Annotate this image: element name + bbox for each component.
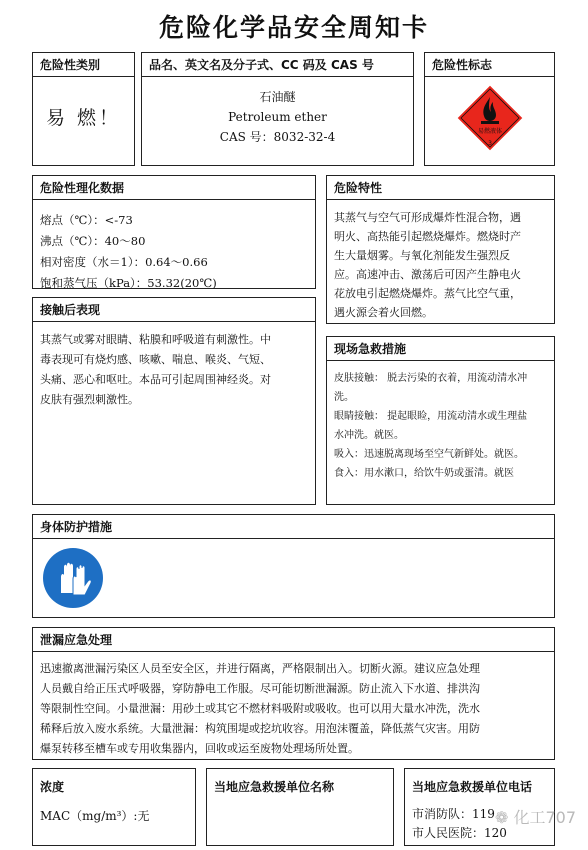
exposure-lines	[40, 330, 309, 410]
text-line: 市消防队：119	[412, 807, 495, 821]
leak-box	[32, 627, 555, 760]
text-line: 沸点（℃）：40～80	[40, 234, 146, 248]
first-aid-lines	[334, 369, 548, 483]
text-line: 稀释后放入废水系统。大量泄漏：构筑围堤或挖坑收容。用泡沫覆盖，降低蒸气灾害。用防	[40, 722, 480, 735]
first-aid-box	[326, 336, 555, 505]
text-line: 洗。	[334, 392, 354, 403]
concentration-value: MAC（mg/m³）:无	[40, 809, 150, 823]
text-line: 皮肤有强烈刺激性。	[40, 393, 139, 406]
hazard-category-value: 易 燃！	[45, 107, 122, 129]
leak-lines	[40, 659, 548, 759]
hazard-sign-box	[424, 52, 555, 166]
watermark-text: 化工707	[513, 808, 576, 827]
rescue-unit-header: 当地应急救援单位名称	[214, 780, 335, 794]
text-line: 明火、高热能引起燃烧爆炸。燃烧时产	[334, 230, 521, 243]
rescue-phone-header: 当地应急救援单位电话	[412, 780, 533, 794]
text-line: 爆泵转移至槽车或专用收集器内，回收或运至废物处理场所处置。	[40, 742, 359, 755]
text-line: 毒表现可有烧灼感、咳嗽、喘息、喉炎、气短、	[40, 353, 271, 366]
concentration-header: 浓度	[40, 780, 65, 794]
leak-header: 泄漏应急处理	[33, 628, 554, 652]
text-line: 头痛、恶心和呕吐。本品可引起周围神经炎。对	[40, 373, 271, 386]
cas-number: CAS 号：8032-32-4	[219, 130, 336, 144]
text-line: 其蒸气与空气可形成爆炸性混合物，遇	[334, 211, 521, 224]
text-line: 市人民医院：120	[412, 826, 507, 840]
hazard-sign-header: 危险性标志	[425, 53, 554, 77]
diamond-label: 易燃液体	[477, 128, 503, 135]
hazard-category-header: 危险性类别	[33, 53, 134, 77]
names-header: 品名、英文名及分子式、CC 码及 CAS 号	[142, 53, 413, 77]
names-box	[141, 52, 414, 166]
text-line: 熔点（℃）：<-73	[40, 213, 133, 227]
physchem-box	[32, 175, 316, 289]
text-line: 皮肤接触： 脱去污染的衣着，用流动清水冲	[334, 373, 528, 384]
text-line: 遇火源会着火回燃。	[334, 306, 433, 319]
text-line: 迅速撤离泄漏污染区人员至安全区，并进行隔离，严格限制出入。切断火源。建议应急处理	[40, 662, 480, 675]
exposure-box	[32, 297, 316, 505]
text-line: 其蒸气或雾对眼睛、粘膜和呼吸道有刺激性。中	[40, 333, 271, 346]
watermark	[495, 805, 576, 828]
protection-header: 身体防护措施	[33, 515, 554, 539]
text-line: 花放电引起燃烧爆炸。蒸气比空气重，	[334, 287, 521, 300]
chinese-name: 石油醚	[259, 90, 296, 104]
flammable-liquid-diamond-icon	[455, 83, 525, 153]
rescue-phone-lines	[412, 805, 507, 843]
physchem-header: 危险性理化数据	[33, 176, 315, 200]
text-line: 等限制性空间。小量泄漏：用砂土或其它不燃材料吸附或吸收。也可以用大量水冲洗，洗水	[40, 702, 480, 715]
first-aid-header: 现场急救措施	[327, 337, 554, 361]
diamond-class-number: 3	[488, 140, 492, 147]
hazard-category-box	[32, 52, 135, 166]
text-line: 人员戴自给正压式呼吸器，穿防静电工作服。尽可能切断泄漏源。防止流入下水道、排洪沟	[40, 682, 480, 695]
protective-gloves-icon	[42, 547, 104, 609]
text-line: 眼睛接触： 提起眼睑，用流动清水或生理盐	[334, 411, 528, 422]
text-line: 应。高速冲击、激荡后可因产生静电火	[334, 268, 521, 281]
physchem-lines	[40, 210, 309, 294]
text-line: 相对密度（水＝1）：0.64～0.66	[40, 255, 208, 269]
text-line: 生大量烟雾。与氧化剂能发生强烈反	[334, 249, 510, 262]
text-line: 吸入：迅速脱离现场至空气新鲜处。就医。	[334, 449, 524, 460]
text-line: 水冲洗。就医。	[334, 430, 404, 441]
text-line: 食入：用水漱口，给饮牛奶或蛋清。就医	[334, 468, 514, 479]
hazard-props-lines	[334, 208, 548, 322]
hazard-props-box	[326, 175, 555, 324]
protection-box	[32, 514, 555, 618]
text-line: 饱和蒸气压（kPa）：53.32(20℃)	[40, 276, 217, 290]
wechat-icon: ❁	[494, 808, 509, 827]
hazard-props-header: 危险特性	[327, 176, 554, 200]
exposure-header: 接触后表现	[33, 298, 315, 322]
rescue-unit-box	[206, 768, 394, 846]
english-name: Petroleum ether	[228, 110, 327, 124]
card-title: 危险化学品安全周知卡	[158, 13, 429, 42]
concentration-box	[32, 768, 196, 846]
